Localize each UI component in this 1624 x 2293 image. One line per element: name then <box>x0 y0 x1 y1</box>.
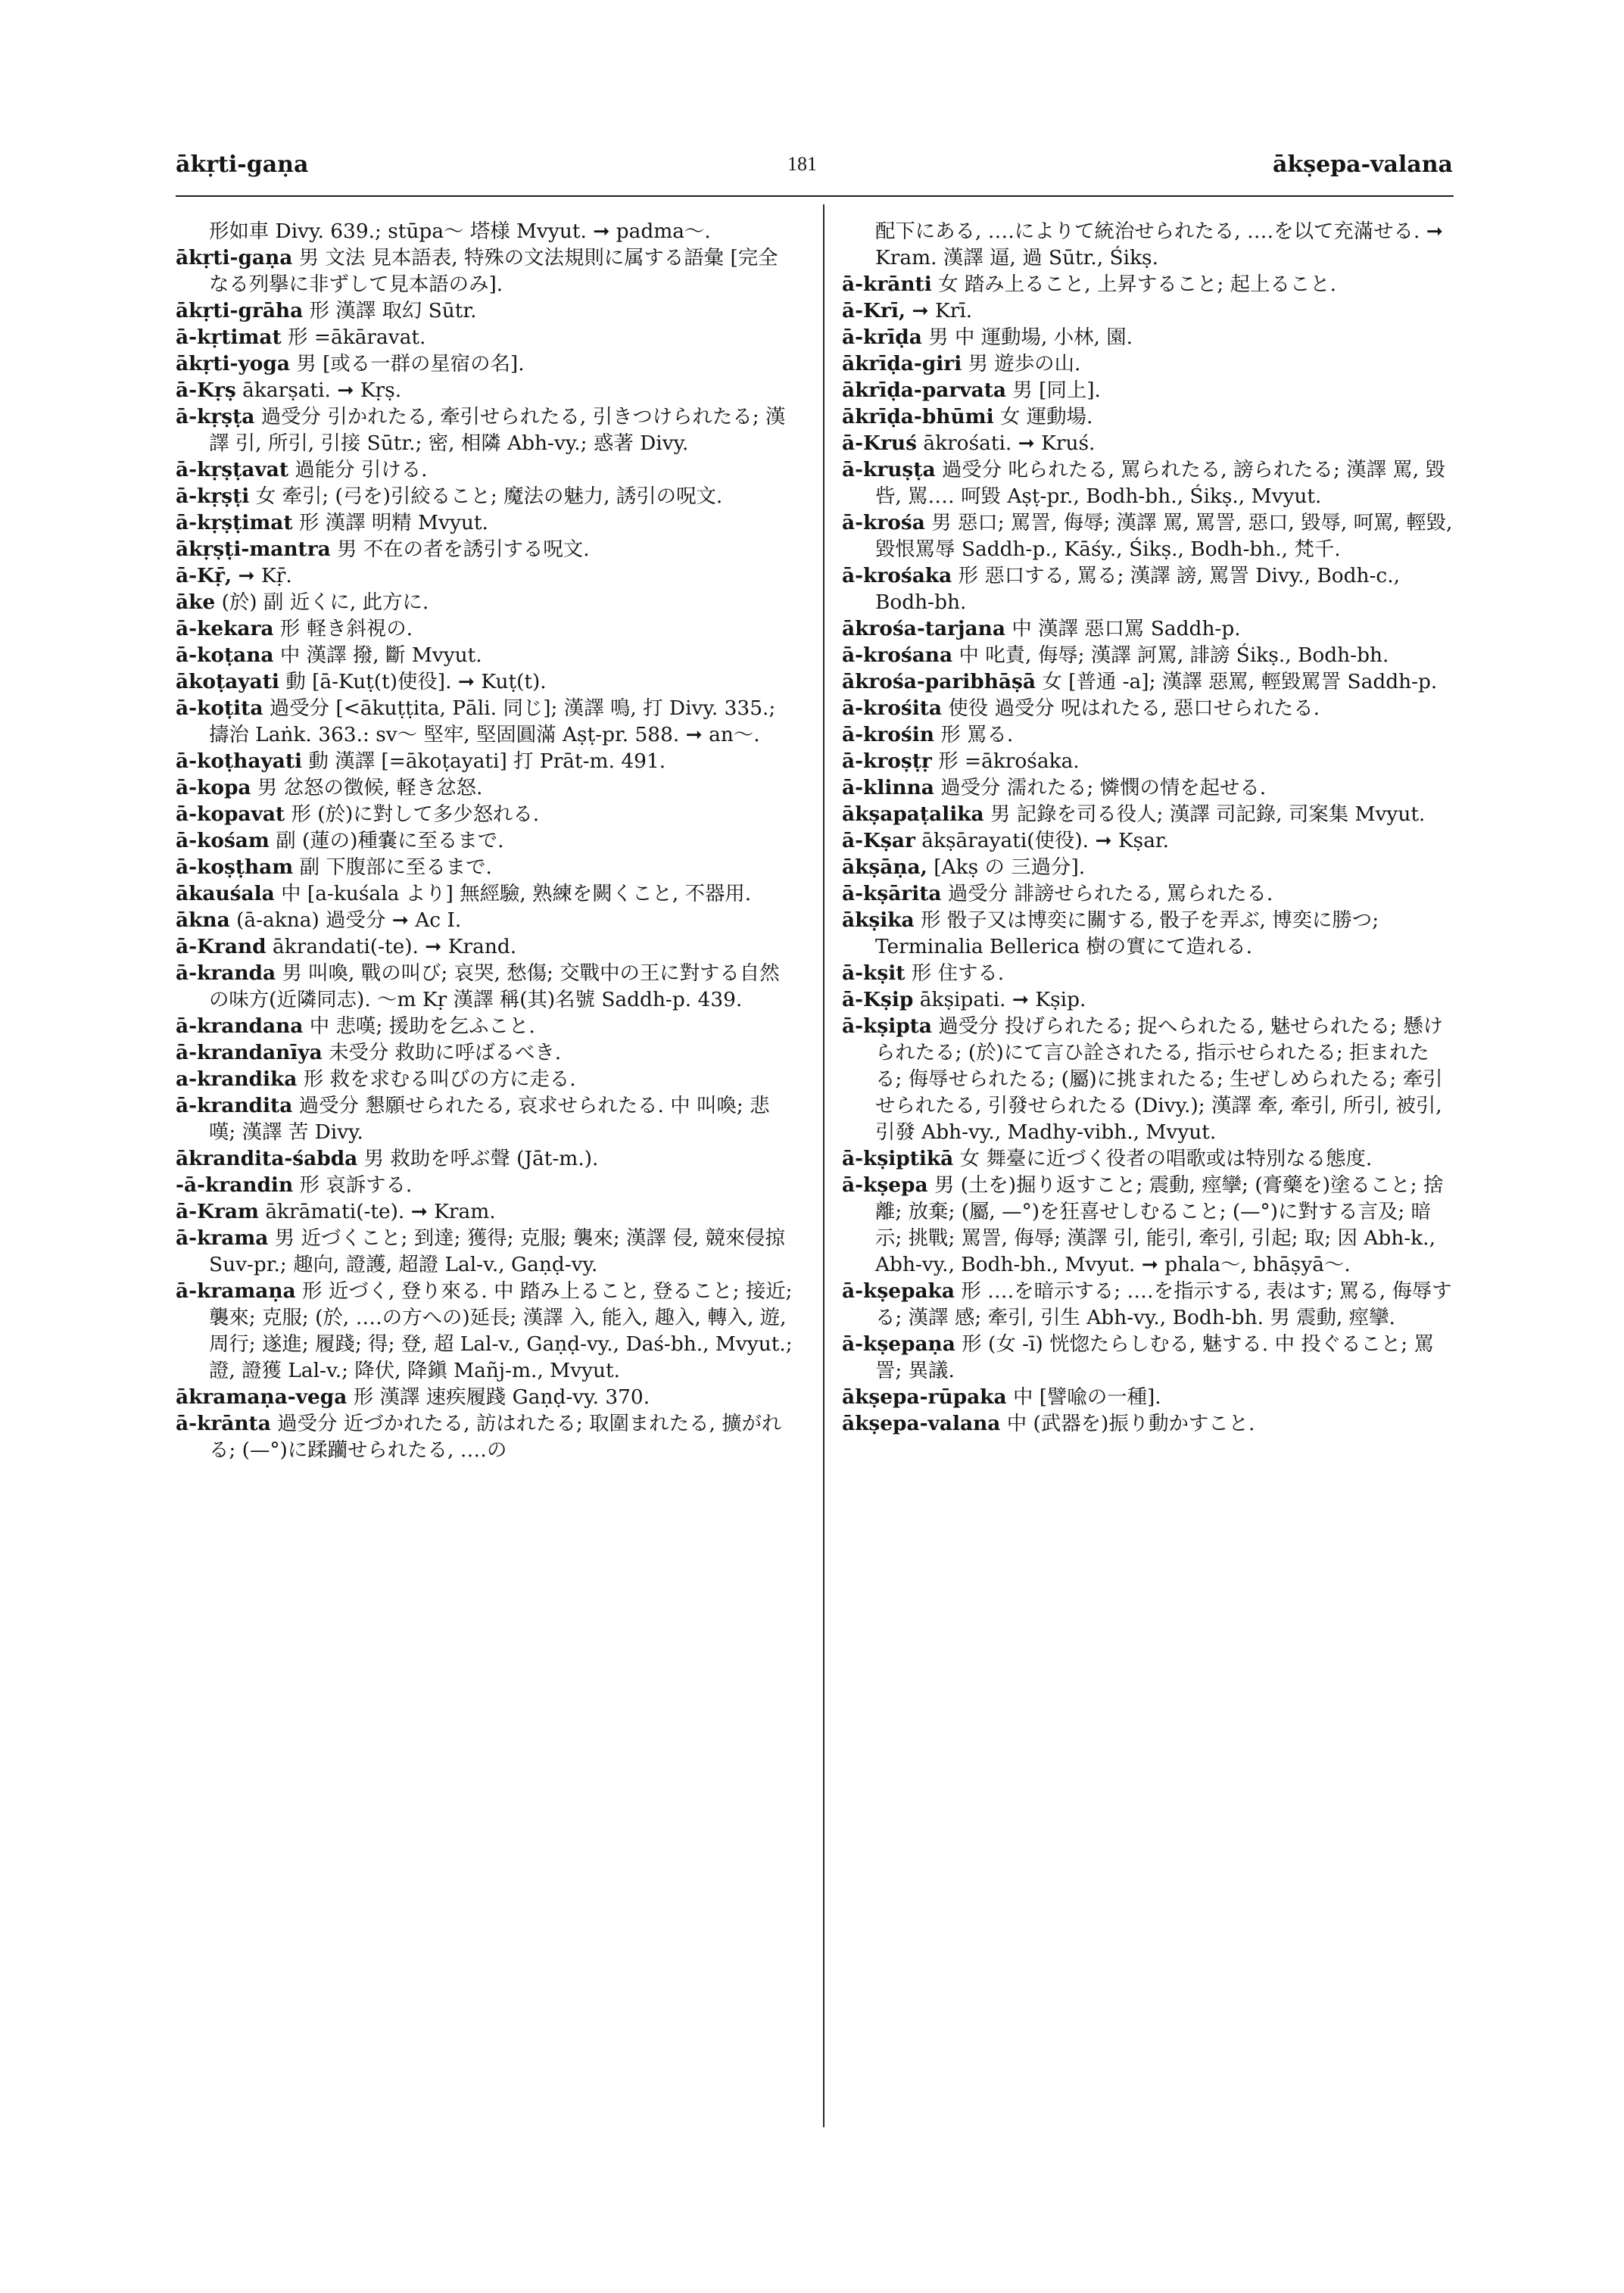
dictionary-entry <box>176 1092 795 1145</box>
dictionary-entry <box>842 1013 1455 1145</box>
entry-headword: ākṣika <box>842 908 915 932</box>
entry-headword: ākrandita-śabda <box>176 1147 358 1170</box>
entry-definition: 過受分 [<ākuṭṭita, Pāli. 同じ]; 漢譯 鳴, 打 Divy. 335.; 擣治 Laṅk. 363.: sv〜 堅牢, 堅固圓滿 Aṣṭ-pr. 588. ➞ an〜. <box>209 696 776 746</box>
dictionary-entry <box>176 298 795 324</box>
dictionary-entry <box>842 377 1455 403</box>
dictionary-entry <box>842 430 1455 456</box>
entry-headword: ā-koṭita <box>176 696 263 720</box>
entry-definition: ākarṣati. ➞ Kṛṣ. <box>242 379 402 402</box>
dictionary-entry <box>842 774 1455 801</box>
entry-headword: ā-kruṣṭa <box>842 458 936 481</box>
entry-headword: ākṣapaṭalika <box>842 802 984 826</box>
entry-definition: 形 救を求むる叫びの方に走る. <box>303 1067 576 1091</box>
entry-definition: 女 運動場. <box>1000 405 1093 428</box>
entry-definition: 形 (於)に對して多少怒れる. <box>291 802 540 826</box>
entry-definition: 男 近づくこと; 到達; 獲得; 克服; 襲來; 漢譯 侵, 競來侵掠 Suv-pr.; 趣向, 證護, 超證 Lal-v., Gaṇḍ-vy. <box>209 1226 785 1276</box>
dictionary-entry <box>842 880 1455 907</box>
dictionary-entry <box>176 1384 795 1410</box>
entry-definition: ākṣipati. ➞ Kṣip. <box>919 988 1086 1011</box>
entry-headword: ā-koṭhayati <box>176 749 303 773</box>
dictionary-entry <box>176 377 795 403</box>
dictionary-entry <box>842 986 1455 1013</box>
entry-definition: 女 踏み上ること, 上昇すること; 起上ること. <box>938 273 1337 296</box>
entry-headword: ā-kṣepaka <box>842 1279 955 1303</box>
entry-definition: 男 不在の者を誘引する呪文. <box>337 537 590 561</box>
dictionary-entry <box>842 827 1455 854</box>
entry-headword: ā-Kruś <box>842 431 917 455</box>
dictionary-entry <box>176 827 795 854</box>
entry-headword: ā-krandana <box>176 1014 304 1038</box>
dictionary-entry <box>176 350 795 377</box>
entry-headword: ā-Krand <box>176 935 267 958</box>
entry-definition: 形 (女 -ī) 恍惚たらしむる, 魅する. 中 投ぐること; 罵詈; 異議. <box>875 1332 1434 1382</box>
entry-headword: ākṛti-yoga <box>176 352 290 375</box>
entry-definition: 中 叱責, 侮辱; 漢譯 訶罵, 誹謗 Śikṣ., Bodh-bh. <box>959 643 1389 667</box>
entry-definition: ākrāmati(-te). ➞ Kram. <box>265 1200 496 1223</box>
entry-definition: 形 ‥‥を暗示する; ‥‥を指示する, 表はす; 罵る, 侮辱する; 漢譯 感; 牽引, 引生 Abh-vy., Bodh-bh. 男 震動, 痙攣. <box>875 1279 1452 1329</box>
entry-definition: 配下にある, ‥‥によりて統治せられたる, ‥‥を以て充滿せる. ➞ Kram. 漢譯 逼, 過 Sūtr., Śikṣ. <box>875 220 1443 269</box>
dictionary-entry <box>176 960 795 1013</box>
dictionary-entry <box>842 509 1455 562</box>
dictionary-entry <box>842 854 1455 880</box>
entry-definition: 中 悲嘆; 援助を乞ふこと. <box>309 1014 535 1038</box>
dictionary-entry <box>176 642 795 668</box>
entry-definition: ākrandati(-te). ➞ Krand. <box>273 935 517 958</box>
entry-headword: ākrośa-paribhāṣā <box>842 670 1036 693</box>
entry-definition: 中 [譬喩の一種]. <box>1012 1385 1161 1409</box>
entry-definition: 女 [普通 -a]; 漢譯 惡罵, 輕毀罵詈 Saddh-p. <box>1042 670 1438 693</box>
dictionary-entry <box>176 589 795 615</box>
entry-definition: [Akṣ の 三過分]. <box>934 855 1086 879</box>
dictionary-entry <box>176 907 795 933</box>
dictionary-entry <box>176 324 795 350</box>
entry-definition: 過受分 近づかれたる, 訪はれたる; 取圍まれたる, 擴がれる; (—°)に蹂躪せられたる, ‥‥の <box>209 1412 782 1462</box>
dictionary-entry <box>176 854 795 880</box>
entry-definition: 過受分 懇願せられたる, 哀求せられたる. 中 叫喚; 悲嘆; 漢譯 苦 Divy. <box>209 1094 770 1144</box>
entry-headword: ākrośa-tarjana <box>842 617 1005 640</box>
entry-definition: 男 [同上]. <box>1012 379 1101 402</box>
entry-headword: ā-kroṣṭṛ <box>842 749 932 773</box>
entry-definition: 動 漢譯 [=ākoṭayati] 打 Prāt-m. 491. <box>308 749 666 773</box>
dictionary-entry <box>842 1278 1455 1331</box>
dictionary-entry <box>842 960 1455 986</box>
entry-definition: 過受分 誹謗せられたる, 罵られたる. <box>947 882 1273 905</box>
entry-headword: ā-kṛtimat <box>176 326 282 349</box>
dictionary-entry <box>842 1145 1455 1172</box>
dictionary-entry <box>842 403 1455 430</box>
dictionary-entry <box>176 245 795 298</box>
entry-definition: 男 (土を)掘り返すこと; 震動, 痙攣; (膏藥を)塗ること; 捨離; 放棄; (屬, —°)を狂喜せしむること; (—°)に對する言及; 暗示; 挑戰; 罵詈, 侮辱; 漢譯 引, 能引, 牽引, 引起; 取; 因 Abh-k., Abh-vy., Bodh-bh., Mvyut. ➞ phala〜, bhāṣyā〜. <box>875 1173 1444 1276</box>
dictionary-entry <box>176 933 795 960</box>
dictionary-entry <box>176 456 795 483</box>
entry-definition: 形 住する. <box>911 961 1005 985</box>
dictionary-entry <box>176 1225 795 1278</box>
entry-headword: ā-krandita <box>176 1094 293 1117</box>
dictionary-entry <box>176 562 795 589</box>
entry-headword: ā-Kṝ, <box>176 564 232 587</box>
entry-headword: ā-krośana <box>842 643 953 667</box>
entry-definition: 男 救助を呼ぶ聲 (Jāt-m.). <box>363 1147 599 1170</box>
entry-definition: 中 漢譯 惡口罵 Saddh-p. <box>1011 617 1241 640</box>
entry-definition: 形如車 Divy. 639.; stūpa〜 塔様 Mvyut. ➞ padma〜. <box>209 220 711 243</box>
entry-definition: 副 下腹部に至るまで. <box>299 855 492 879</box>
entry-definition: 男 [或る一群の星宿の名]. <box>296 352 525 375</box>
entry-headword: ākṛti-grāha <box>176 299 304 322</box>
dictionary-entry <box>842 668 1455 695</box>
entry-definition: 形 哀訴する. <box>299 1173 413 1197</box>
dictionary-entry <box>842 562 1455 615</box>
entry-definition: 女 牽引; (弓を)引絞ること; 魔法の魅力, 誘引の呪文. <box>255 484 723 508</box>
entry-headword: ā-Kṣip <box>842 988 914 1011</box>
entry-definition: 過受分 濡れたる; 憐憫の情を起せる. <box>940 776 1267 799</box>
entry-headword: ā-krama <box>176 1226 269 1250</box>
dictionary-entry <box>176 668 795 695</box>
dictionary-entry <box>842 748 1455 774</box>
dictionary-entry <box>176 1278 795 1384</box>
dictionary-entry <box>176 1198 795 1225</box>
dictionary-entry <box>176 536 795 562</box>
entry-headword: a-krandika <box>176 1067 298 1091</box>
entry-definition: 形 軽き斜視の. <box>279 617 413 640</box>
entry-headword: ā-krośin <box>842 723 934 746</box>
dictionary-entry <box>176 403 795 456</box>
dictionary-entry <box>842 801 1455 827</box>
dictionary-entry <box>176 1066 795 1092</box>
entry-headword: ā-Kṣar <box>842 829 915 852</box>
dictionary-entry <box>176 1172 795 1198</box>
entry-definition: 副 (蓮の)種嚢に至るまで. <box>276 829 504 852</box>
dictionary-entry <box>842 1172 1455 1278</box>
dictionary-entry <box>176 880 795 907</box>
header-right-headword: ākṣepa-valana <box>1272 151 1453 178</box>
entry-headword: ā-kopavat <box>176 802 285 826</box>
entry-headword: ākna <box>176 908 230 932</box>
dictionary-entry <box>176 1039 795 1066</box>
entry-headword: ākauśala <box>176 882 275 905</box>
entry-headword: ākoṭayati <box>176 670 279 693</box>
entry-headword: ākṣepa-rūpaka <box>842 1385 1007 1409</box>
entry-definition: 男 記錄を司る役人; 漢譯 司記錄, 司案集 Mvyut. <box>990 802 1426 826</box>
entry-definition: 男 遊歩の山. <box>968 352 1081 375</box>
dictionary-entry <box>176 774 795 801</box>
dictionary-entry <box>176 1013 795 1039</box>
entry-headword: ā-kṛṣṭimat <box>176 511 293 534</box>
entry-headword: ā-kṛṣṭa <box>176 405 255 428</box>
page-number: 181 <box>787 153 817 175</box>
entry-definition: 使役 過受分 呪はれたる, 惡口せられたる. <box>948 696 1320 720</box>
dictionary-entry <box>176 483 795 509</box>
entry-definition: 形 =ākrośaka. <box>938 749 1080 773</box>
entry-headword: ā-kranda <box>176 961 276 985</box>
entry-definition: 形 罵る. <box>940 723 1014 746</box>
entry-definition: 形 近づく, 登り來る. 中 踏み上ること, 登ること; 接近; 襲來; 克服; (於, ‥‥の方への)延長; 漢譯 入, 能入, 趣入, 轉入, 遊, 周行; 遂進; 履踐; 得; 登, 超 Lal-v., Gaṇḍ-vy., Daś-bh., Mvyut.; 證, 證獲 Lal-v.; 降伏, 降鎭 Mañj-m., Mvyut. <box>209 1279 793 1382</box>
dictionary-entry <box>842 695 1455 721</box>
entry-headword: ā-kṣiptikā <box>842 1147 954 1170</box>
dictionary-entry <box>842 1331 1455 1384</box>
dictionary-entry <box>842 642 1455 668</box>
entry-definition: 形 惡口する, 罵る; 漢譯 謗, 罵詈 Divy., Bodh-c., Bodh-bh. <box>875 564 1400 614</box>
entry-definition: 形 骰子又は博奕に關する, 骰子を弄ぶ, 博奕に勝つ; Terminalia Bellerica 樹の實にて造れる. <box>875 908 1379 958</box>
entry-definition: (於) 副 近くに, 此方に. <box>221 590 429 614</box>
dictionary-entry <box>842 615 1455 642</box>
entry-definition: 過能分 引ける. <box>295 458 428 481</box>
dictionary-entry <box>176 218 795 245</box>
entry-headword: ā-kekara <box>176 617 274 640</box>
entry-definition: 女 舞臺に近づく役者の唱歌或は特別なる態度. <box>959 1147 1373 1170</box>
entry-definition: 過受分 引かれたる, 牽引せられたる, 引きつけられたる; 漢譯 引, 所引, 引接 Sūtr.; 密, 相隣 Abh-vy.; 惑著 Divy. <box>209 405 786 455</box>
entry-headword: ā-kṛṣṭavat <box>176 458 289 481</box>
entry-headword: ā-Kṛṣ <box>176 379 236 402</box>
entry-headword: ā-koṣṭham <box>176 855 294 879</box>
dictionary-entry <box>842 324 1455 350</box>
entry-definition: 中 [a-kuśala より] 無經驗, 熟練を闕くこと, 不器用. <box>281 882 752 905</box>
entry-definition: ākrośati. ➞ Kruś. <box>923 431 1096 455</box>
entry-headword: ā-kramaṇa <box>176 1279 296 1303</box>
entry-definition: 過受分 投げられたる; 捉へられたる, 魅せられたる; 懸けられたる; (於)にて言ひ詮されたる, 指示せられたる; 拒まれたる; 侮辱せられたる; (屬)に挑まれたる; 生ぜしめられたる; 牽引せられたる, 引發せられたる (Divy.); 漢譯 牽, 牽引, 所引, 被引, 引發 Abh-vy., Madhy-vibh., Mvyut. <box>875 1014 1444 1144</box>
dictionary-entry <box>842 456 1455 509</box>
entry-definition: 男 惡口; 罵詈, 侮辱; 漢譯 罵, 罵詈, 惡口, 毀辱, 呵罵, 輕毀, 毀恨罵辱 Saddh-p., Kāśy., Śikṣ., Bodh-bh., 梵千. <box>875 511 1453 561</box>
entry-headword: ā-kṣipta <box>842 1014 932 1038</box>
entry-headword: ākṛṣṭi-mantra <box>176 537 331 561</box>
header-left-headword: ākṛti-gaṇa <box>176 151 309 178</box>
entry-headword: ākṣepa-valana <box>842 1412 1001 1435</box>
dictionary-entry <box>176 509 795 536</box>
dictionary-entry <box>842 1384 1455 1410</box>
entry-headword: ā-Krī, <box>842 299 906 322</box>
entry-headword: ākramaṇa-vega <box>176 1385 348 1409</box>
entry-headword: ā-krīḍa <box>842 326 922 349</box>
entry-headword: ākrīḍa-giri <box>842 352 962 375</box>
entry-headword: ā-kṣepa <box>842 1173 928 1197</box>
entry-definition: 形 =ākāravat. <box>288 326 426 349</box>
entry-definition: 過受分 叱られたる, 罵られたる, 謗られたる; 漢譯 罵, 毀呰, 駡‥‥ 呵毀 Aṣṭ-pr., Bodh-bh., Śikṣ., Mvyut. <box>875 458 1445 508</box>
dictionary-entry <box>176 695 795 748</box>
dictionary-entry <box>176 615 795 642</box>
entry-headword: ā-krośita <box>842 696 943 720</box>
entry-headword: -ā-krandin <box>176 1173 294 1197</box>
entry-headword: ā-krānta <box>176 1412 271 1435</box>
entry-definition: 男 忿怒の徴候, 軽き忿怒. <box>257 776 483 799</box>
entry-headword: ā-kṣit <box>842 961 906 985</box>
entry-definition: ➞ Kṝ. <box>238 564 292 587</box>
entry-definition: 男 叫喚, 戰の叫び; 哀哭, 愁傷; 交戰中の王に對する自然の味方(近隣同志). 〜m Kṛ 漢譯 稱(其)名號 Saddh-p. 439. <box>209 961 780 1011</box>
entry-definition: 男 文法 見本語表, 特殊の文法規則に属する語彙 [完全なる列擧に非ずして見本語のみ]. <box>209 246 778 296</box>
dictionary-entry <box>176 1145 795 1172</box>
entry-definition: 未受分 救助に呼ばるべき. <box>329 1041 562 1064</box>
entry-definition: 中 漢譯 撥, 斷 Mvyut. <box>279 643 482 667</box>
dictionary-entry <box>176 1410 795 1463</box>
entry-headword: ā-koṭana <box>176 643 274 667</box>
entry-definition: 男 中 運動場, 小林, 園. <box>928 326 1133 349</box>
entry-definition: 動 [ā-Kuṭ(t)使役]. ➞ Kuṭ(t). <box>285 670 547 693</box>
entry-definition: (ā-akna) 過受分 ➞ Ac I. <box>236 908 462 932</box>
dictionary-entry <box>842 721 1455 748</box>
entry-definition: 形 漢譯 明精 Mvyut. <box>298 511 488 534</box>
dictionary-entry <box>842 298 1455 324</box>
dictionary-entry <box>842 271 1455 298</box>
dictionary-entry <box>842 907 1455 960</box>
entry-definition: ➞ Krī. <box>912 299 973 322</box>
dictionary-entry <box>842 218 1455 271</box>
entry-headword: ā-krandanīya <box>176 1041 323 1064</box>
left-column <box>176 218 795 1463</box>
header-rule <box>176 195 1454 197</box>
entry-headword: ākṣāṇa, <box>842 855 927 879</box>
entry-headword: ā-klinna <box>842 776 934 799</box>
entry-headword: ākrīḍa-parvata <box>842 379 1007 402</box>
entry-headword: ā-kopa <box>176 776 251 799</box>
entry-definition: 形 漢譯 速疾履踐 Gaṇḍ-vy. 370. <box>353 1385 650 1409</box>
entry-headword: ā-krośa <box>842 511 925 534</box>
right-column <box>842 218 1455 1437</box>
entry-headword: ā-krośaka <box>842 564 952 587</box>
entry-headword: ākṛti-gaṇa <box>176 246 293 269</box>
entry-headword: āke <box>176 590 216 614</box>
entry-headword: ā-kṣārita <box>842 882 942 905</box>
dictionary-entry <box>176 801 795 827</box>
entry-definition: 中 (武器を)振り動かすこと. <box>1006 1412 1255 1435</box>
entry-headword: ā-krānti <box>842 273 932 296</box>
entry-headword: ā-kṛṣṭi <box>176 484 250 508</box>
entry-definition: ākṣārayati(使役). ➞ Kṣar. <box>921 829 1170 852</box>
entry-definition: 形 漢譯 取幻 Sūtr. <box>309 299 477 322</box>
entry-headword: ākrīḍa-bhūmi <box>842 405 994 428</box>
running-header <box>0 151 1624 194</box>
entry-headword: ā-Kram <box>176 1200 259 1223</box>
dictionary-entry <box>176 748 795 774</box>
column-divider <box>823 204 824 2127</box>
dictionary-entry <box>842 1410 1455 1437</box>
entry-headword: ā-kośam <box>176 829 270 852</box>
dictionary-entry <box>842 350 1455 377</box>
entry-headword: ā-kṣepaṇa <box>842 1332 955 1356</box>
